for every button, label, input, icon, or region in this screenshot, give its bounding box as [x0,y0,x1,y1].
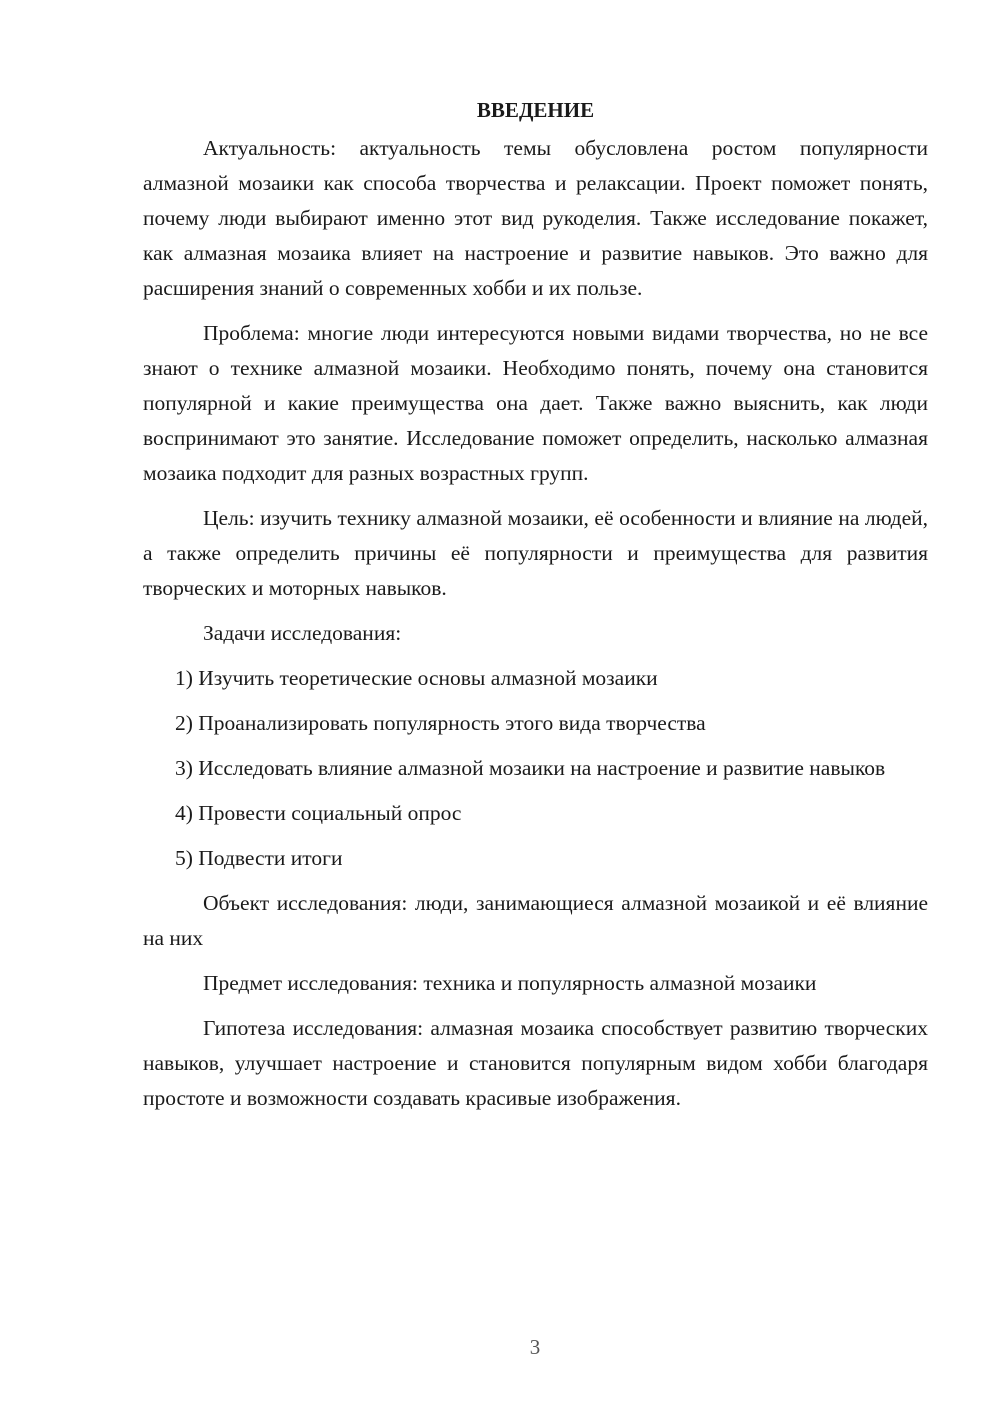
subject-paragraph: Предмет исследования: техника и популярность алмазной мозаики [203,971,817,995]
task-item: 1) Изучить теоретические основы алмазной мозаики [175,666,658,690]
goal-paragraph: Цель: изучить технику алмазной мозаики, её особенности и влияние на людей, а также определить причины её популярности и преимущества для развития творческих и моторных навыков. [143,506,928,600]
relevance-paragraph: Актуальность: актуальность темы обусловлена ростом популярности алмазной мозаики как способа творчества и релаксации. Проект поможет понять, почему люди выбирают именно этот вид рукоделия. Также исследование покажет, как алмазная мозаика влияет на настроение и развитие навыков. Это важно для расширения знаний о современных хобби и их пользе. [143,136,928,300]
task-item: 4) Провести социальный опрос [175,801,462,825]
page-title: ВВЕДЕНИЕ [476,98,595,122]
hypothesis-paragraph: Гипотеза исследования: алмазная мозаика способствует развитию творческих навыков, улучшает настроение и становится популярным видом хобби благодаря простоте и возможности создавать красивые изображения. [143,1016,928,1110]
task-item: 2) Проанализировать популярность этого вида творчества [175,711,706,735]
object-paragraph: Объект исследования: люди, занимающиеся алмазной мозаикой и её влияние на них [143,891,928,950]
page-number: 3 [529,1335,541,1359]
task-item: 3) Исследовать влияние алмазной мозаики на настроение и развитие навыков [175,756,886,780]
problem-paragraph: Проблема: многие люди интересуются новыми видами творчества, но не все знают о технике алмазной мозаики. Необходимо понять, почему она становится популярной и какие преимущества она дает. Также важно выяснить, как люди воспринимают это занятие. Исследование поможет определить, насколько алмазная мозаика подходит для разных возрастных групп. [143,321,928,485]
tasks-heading: Задачи исследования: [203,621,402,645]
document-page [143,95,928,1126]
task-item: 5) Подвести итоги [175,846,343,870]
